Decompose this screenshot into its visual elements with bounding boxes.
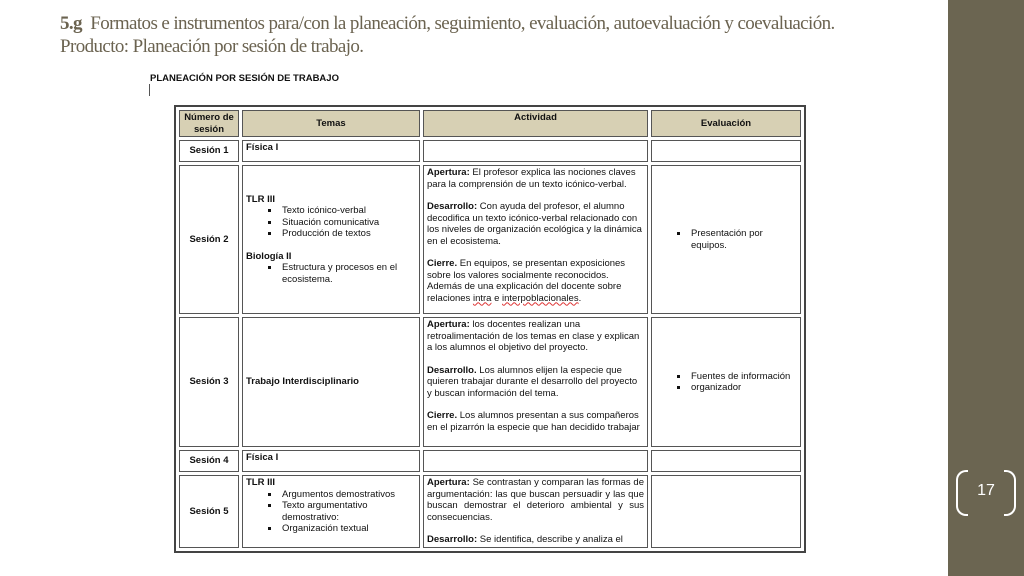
topic-subject: Biología II xyxy=(246,250,292,262)
apertura-label: Apertura: xyxy=(427,167,470,178)
apertura-text: los docentes realizan una retroalimentación de los temas en clase y explican a los alumnos el objetivo del proyecto. xyxy=(427,319,640,353)
planning-table xyxy=(174,105,806,553)
cierre-text: Los alumnos presentan a sus compañeros en el pizarrón la especie que han decidido trabajar xyxy=(427,410,640,433)
topic-subject: TLR III xyxy=(246,193,276,205)
table-header-row xyxy=(179,110,801,137)
col-header-topics: Temas xyxy=(242,110,420,137)
topic-subject: TLR III xyxy=(246,477,276,488)
session-label: Sesión 2 xyxy=(179,165,239,314)
cierre-end: . xyxy=(578,292,582,304)
activity-cell xyxy=(423,165,648,314)
evaluation-item: ▪ organizador xyxy=(689,382,797,394)
desarrollo-label: Desarrollo: xyxy=(427,534,478,545)
topic-item: ▪ Situación comunicativa xyxy=(280,217,416,229)
apertura-label: Apertura: xyxy=(427,477,470,488)
apertura-text: El profesor explica las nociones claves para la comprensión de un texto icónico-verbal. xyxy=(427,167,636,190)
session-label: Sesión 1 xyxy=(179,140,239,162)
table-row-session-5 xyxy=(179,475,801,548)
apertura-text: Se contrastan y comparan las formas de argumentación: las que buscan persuadir y las que buscan demostrar el deterioro ambiental y sus consecuencias. xyxy=(427,477,645,523)
activity-cell xyxy=(423,475,648,548)
page-number: 17 xyxy=(977,482,995,499)
evaluation-list xyxy=(655,371,797,394)
evaluation-list xyxy=(655,228,797,251)
session-label: Sesión 3 xyxy=(179,317,239,447)
col-header-activity: Actividad xyxy=(423,110,648,137)
page-number-box xyxy=(956,470,1016,514)
desarrollo-label: Desarrollo. xyxy=(427,364,477,376)
desarrollo-text: Se identifica, describe y analiza el xyxy=(479,534,623,545)
evaluation-cell xyxy=(651,165,801,314)
table-row-session-2 xyxy=(179,165,801,314)
cierre-text: En equipos, se presentan exposiciones sobre los valores socialmente reconocidos. Además de una explicación del docente sobre relaciones xyxy=(427,258,626,304)
title-text: Formatos e instrumentos para/con la planeación, seguimiento, evaluación, autoevaluación y coevaluación. xyxy=(90,13,835,34)
topic-cell: Física I xyxy=(242,140,420,162)
text-cursor xyxy=(149,84,150,96)
slide-title xyxy=(60,12,940,58)
session-label: Sesión 5 xyxy=(179,475,239,548)
topic-item: ▪ Argumentos demostrativos xyxy=(280,489,416,501)
table-row-session-3 xyxy=(179,317,801,447)
topic-cell: Física I xyxy=(242,450,420,472)
evaluation-cell xyxy=(651,317,801,447)
topic-list xyxy=(246,262,416,285)
title-number: 5.g xyxy=(60,13,82,34)
cierre-label: Cierre. xyxy=(427,410,458,421)
table-row-session-4 xyxy=(179,450,801,472)
topic-cell: Trabajo Interdisciplinario xyxy=(242,317,420,447)
col-header-evaluation: Evaluación xyxy=(651,110,801,137)
document-heading: PLANEACIÓN POR SESIÓN DE TRABAJO xyxy=(150,73,339,84)
activity-cell xyxy=(423,317,648,447)
cierre-label: Cierre. xyxy=(427,258,458,269)
activity-cell xyxy=(423,140,648,162)
topic-item: ▪ Producción de textos xyxy=(280,228,416,240)
topic-item: ▪ Texto icónico-verbal xyxy=(280,205,416,217)
topic-list xyxy=(246,489,416,535)
topic-cell xyxy=(242,165,420,314)
table-row-session-1 xyxy=(179,140,801,162)
topic-item: ▪ Organización textual xyxy=(280,523,416,535)
desarrollo-label: Desarrollo: xyxy=(427,201,478,212)
topic-item: ▪ Texto argumentativo demostrativo: xyxy=(280,500,416,523)
evaluation-item: ▪ Presentación por equipos. xyxy=(689,228,797,251)
evaluation-item: ▪ Fuentes de información xyxy=(689,371,797,383)
evaluation-cell xyxy=(651,450,801,472)
activity-cell xyxy=(423,450,648,472)
col-header-session: Número de sesión xyxy=(179,110,239,137)
desarrollo-text: Los alumnos elijen la especie que quieren trabajar durante el desarrollo del proyecto y buscan información del tema. xyxy=(427,364,638,399)
topic-item: ▪ Estructura y procesos en el ecosistema. xyxy=(280,262,416,285)
session-label: Sesión 4 xyxy=(179,450,239,472)
cierre-word-intra: intra xyxy=(472,292,492,304)
topic-cell xyxy=(242,475,420,548)
desarrollo-text: Con ayuda del profesor, el alumno decodifica un texto icónico-verbal relacionado con los niveles de organización ecológica y la dinámica en el ecosistema. xyxy=(427,201,642,247)
topic-list xyxy=(246,205,416,240)
apertura-label: Apertura: xyxy=(427,319,470,330)
cierre-word-inter: interpoblacionales xyxy=(502,292,579,304)
evaluation-cell xyxy=(651,475,801,548)
evaluation-cell xyxy=(651,140,801,162)
cierre-conj: e xyxy=(494,292,500,304)
slide-subtitle: Producto: Planeación por sesión de trabajo. xyxy=(60,36,364,57)
